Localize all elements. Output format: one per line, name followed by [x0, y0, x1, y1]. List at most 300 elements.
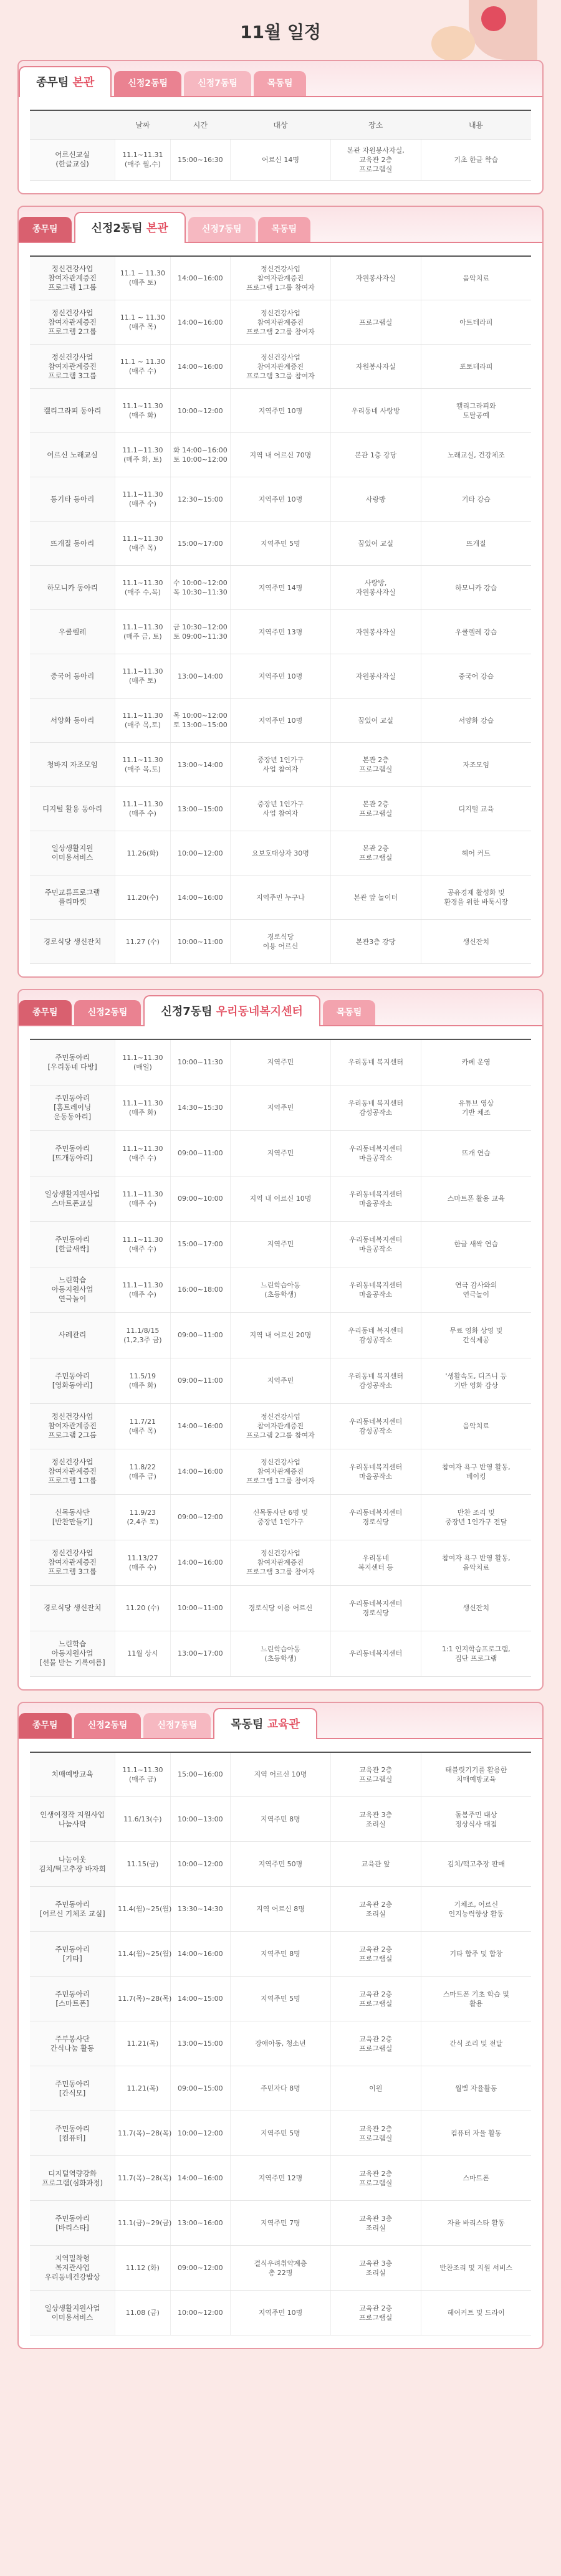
table-cell: 15:00~17:00: [170, 1221, 230, 1267]
table-cell: 화 14:00~16:00 토 10:00~12:00: [170, 433, 230, 477]
table-cell: 지역주민 5명: [231, 522, 331, 566]
team-tab[interactable]: 목동팀: [323, 1000, 376, 1025]
table-cell: 교육관 2층 프로그램실: [330, 2111, 421, 2156]
table-cell: 11.1 ~ 11.30 (매주 목): [115, 300, 170, 345]
table-cell: 뜨개질 동아리: [30, 522, 115, 566]
table-cell: 결식우려취약계층 총 22명: [231, 2246, 331, 2291]
table-cell: 헤어커트 및 드라이: [421, 2291, 531, 2335]
table-cell: 11.1 ~ 11.30 (매주 수): [115, 345, 170, 389]
table-cell: 카페 운영: [421, 1039, 531, 1085]
table-row: [30, 477, 531, 522]
table-cell: 09:00~12:00: [170, 1494, 230, 1540]
schedule-section: [17, 60, 544, 194]
table-row: [30, 566, 531, 610]
table-cell: 정신건강사업 참여자관계증진 프로그램 3그룹: [30, 345, 115, 389]
table-cell: 11.1~11.30 (매주 금, 토): [115, 610, 170, 654]
team-tab[interactable]: [213, 1708, 317, 1739]
table-cell: 교육관 3층 조리실: [330, 2246, 421, 2291]
table-cell: 정신건강사업 참여자관계증진 프로그램 3그룹: [30, 1540, 115, 1585]
table-row: [30, 2156, 531, 2201]
table-cell: 경로식당 생신잔치: [30, 920, 115, 964]
table-cell: 느린학습 아동지원사업 연극놀이: [30, 1267, 115, 1312]
schedule-table: [30, 1752, 531, 2336]
team-tab[interactable]: 종무팀: [19, 1713, 72, 1738]
table-cell: 경로식당 이용 어르신: [231, 1585, 331, 1631]
table-cell: 지역 내 어르신 10명: [231, 1176, 331, 1221]
table-cell: 김치/떡고추장 판매: [421, 1842, 531, 1887]
table-cell: 지역주민 13명: [231, 610, 331, 654]
table-cell: 정신건강사업 참여자관계증진 프로그램 1그룹 참여자: [231, 256, 331, 300]
table-cell: 우쿨렐레: [30, 610, 115, 654]
table-row: [30, 1494, 531, 1540]
table-cell: 14:00~16:00: [170, 300, 230, 345]
table-cell: 09:00~15:00: [170, 2066, 230, 2111]
column-header: [30, 110, 115, 139]
column-header: 시간: [170, 110, 230, 139]
table-cell: 우리동네복지센터 경로식당: [330, 1494, 421, 1540]
table-cell: 교육관 3층 조리실: [330, 1797, 421, 1842]
table-cell: 교육관 3층 조리실: [330, 2201, 421, 2246]
table-cell: 지역주민 7명: [231, 2201, 331, 2246]
table-cell: 프로그램실: [330, 300, 421, 345]
table-cell: 자율 바리스타 활동: [421, 2201, 531, 2246]
table-cell: 경로식당 이용 어르신: [231, 920, 331, 964]
table-cell: 디지털역량강화 프로그램(심화과정): [30, 2156, 115, 2201]
table-cell: 꿈있어 교실: [330, 699, 421, 743]
table-cell: 느린학습아동 (초등학생): [231, 1267, 331, 1312]
table-cell: 정신건강사업 참여자관계증진 프로그램 3그룹 참여자: [231, 345, 331, 389]
table-cell: 사례관리: [30, 1312, 115, 1358]
table-cell: 월별 자율활동: [421, 2066, 531, 2111]
table-cell: 11.1~11.30 (매주 금): [115, 1752, 170, 1797]
table-cell: 목 10:00~12:00 토 13:00~15:00: [170, 699, 230, 743]
table-cell: 13:00~15:00: [170, 787, 230, 831]
table-cell: 우리동네 복지센터 감성공작소: [330, 1358, 421, 1403]
table-cell: 11.20(수): [115, 875, 170, 920]
table-cell: 컴퓨터 자율 활동: [421, 2111, 531, 2156]
table-cell: 중장년 1인가구 사업 참여자: [231, 743, 331, 787]
tab-label: 목동팀: [231, 1717, 267, 1731]
table-row: [30, 1221, 531, 1267]
table-cell: 지역주민 10명: [231, 699, 331, 743]
table-cell: 10:00~13:00: [170, 1797, 230, 1842]
table-cell: 일상생활지원 이미용서비스: [30, 831, 115, 875]
team-tabs: [19, 207, 542, 243]
sections-container: [17, 60, 544, 2349]
team-tabs: [19, 61, 542, 97]
table-cell: 일상생활지원사업 이미용서비스: [30, 2291, 115, 2335]
table-cell: 자원봉사자실: [330, 345, 421, 389]
table-row: [30, 2291, 531, 2335]
table-cell: 14:00~16:00: [170, 1449, 230, 1494]
table-row: [30, 1403, 531, 1449]
table-cell: 지역주민 누구나: [231, 875, 331, 920]
table-row: [30, 1842, 531, 1887]
table-cell: 11.1~11.30 (매주 화, 토): [115, 433, 170, 477]
table-cell: 11.1~11.30 (매주 수): [115, 1267, 170, 1312]
table-cell: 11.08 (금): [115, 2291, 170, 2335]
schedule-table: [30, 255, 531, 965]
table-row: [30, 522, 531, 566]
table-cell: 14:00~16:00: [170, 1403, 230, 1449]
table-cell: 15:00~16:30: [170, 139, 230, 180]
table-row: [30, 2246, 531, 2291]
table-cell: 11.7(목)~28(목): [115, 2111, 170, 2156]
table-cell: 11.1 ~ 11.30 (매주 토): [115, 256, 170, 300]
table-cell: 11.7/21 (매주 목): [115, 1403, 170, 1449]
tab-label: 신정2동팀: [91, 221, 146, 235]
table-cell: 우리동네복지센터 마을공작소: [330, 1267, 421, 1312]
table-row: [30, 1312, 531, 1358]
table-cell: 태블릿기기를 활용한 치매예방교육: [421, 1752, 531, 1797]
table-cell: 13:00~15:00: [170, 2021, 230, 2066]
table-cell: 주민동아리 [영화동아리]: [30, 1358, 115, 1403]
team-tabs: [19, 990, 542, 1026]
table-cell: 우리동네 복지센터 등: [330, 1540, 421, 1585]
table-cell: 우리동네복지센터 마을공작소: [330, 1130, 421, 1176]
team-tab[interactable]: 목동팀: [258, 217, 311, 242]
table-row: [30, 389, 531, 433]
table-row: [30, 1887, 531, 1932]
table-row: [30, 300, 531, 345]
table-cell: 지역주민: [231, 1221, 331, 1267]
table-cell: 반찬 조리 및 중장년 1인가구 전달: [421, 1494, 531, 1540]
team-tab[interactable]: [143, 995, 320, 1026]
table-cell: 09:00~12:00: [170, 2246, 230, 2291]
table-cell: 11.1~11.30 (매주 목): [115, 522, 170, 566]
table-cell: 노래교실, 건강체조: [421, 433, 531, 477]
table-cell: 금 10:30~12:00 토 09:00~11:30: [170, 610, 230, 654]
table-row: [30, 2066, 531, 2111]
table-cell: 16:00~18:00: [170, 1267, 230, 1312]
table-cell: 우리동네복지센터 감성공작소: [330, 1403, 421, 1449]
table-row: [30, 1267, 531, 1312]
table-cell: 간식 조리 및 전달: [421, 2021, 531, 2066]
table-cell: 지역주민: [231, 1085, 331, 1130]
table-cell: '생활속도, 디즈니 등 기반 영화 감상: [421, 1358, 531, 1403]
table-cell: 15:00~17:00: [170, 522, 230, 566]
team-tab[interactable]: 신정7동팀: [184, 71, 251, 96]
table-cell: 11.1~11.30 (매주 목,토): [115, 743, 170, 787]
table-cell: 09:00~11:00: [170, 1312, 230, 1358]
table-cell: 본관 2층 프로그램실: [330, 831, 421, 875]
table-cell: 교육관 2층 프로그램실: [330, 1932, 421, 1977]
table-cell: 주민동아리 [스마트폰]: [30, 1977, 115, 2021]
table-cell: 14:00~16:00: [170, 2156, 230, 2201]
table-cell: 정신건강사업 참여자관계증진 프로그램 2그룹 참여자: [231, 300, 331, 345]
table-cell: 디지털 교육: [421, 787, 531, 831]
table-cell: 유튜브 영상 기반 체조: [421, 1085, 531, 1130]
schedule-section: [17, 206, 544, 978]
table-cell: 지역주민 8명: [231, 1932, 331, 1977]
table-cell: 우리동네복지센터 경로식당: [330, 1585, 421, 1631]
table-cell: 본관 자원봉사자실, 교육관 2층 프로그램실: [330, 139, 421, 180]
table-cell: 스마트폰: [421, 2156, 531, 2201]
table-row: [30, 1358, 531, 1403]
table-cell: 지역주민 10명: [231, 477, 331, 522]
table-cell: 지역주민 14명: [231, 566, 331, 610]
table-cell: 우리동네복지센터 마을공작소: [330, 1449, 421, 1494]
table-cell: 자원봉사자실: [330, 654, 421, 699]
table-cell: 자원봉사자실: [330, 610, 421, 654]
table-row: [30, 610, 531, 654]
table-cell: 주민동아리 [바리스타]: [30, 2201, 115, 2246]
table-row: [30, 1797, 531, 1842]
table-cell: 11.1~11.30 (매주 수): [115, 477, 170, 522]
table-cell: 본관 앞 놀이터: [330, 875, 421, 920]
table-cell: 한글 새싹 연습: [421, 1221, 531, 1267]
tab-label-highlight: 우리동네복지센터: [216, 1005, 303, 1018]
table-cell: 뜨개 연습: [421, 1130, 531, 1176]
table-cell: 11.8/22 (매주 금): [115, 1449, 170, 1494]
table-cell: 14:30~15:30: [170, 1085, 230, 1130]
table-cell: 본관 2층 프로그램실: [330, 787, 421, 831]
column-header: 내용: [421, 110, 531, 139]
table-cell: 주민동아리 [기타]: [30, 1932, 115, 1977]
team-tab[interactable]: 목동팀: [254, 71, 307, 96]
column-header: 장소: [330, 110, 421, 139]
table-cell: 주민동아리 [홈트레이닝 운동동아리]: [30, 1085, 115, 1130]
team-tab[interactable]: 신정2동팀: [114, 71, 181, 96]
table-cell: 우리동네 복지센터 감성공작소: [330, 1085, 421, 1130]
team-tab[interactable]: 종무팀: [19, 1000, 72, 1025]
table-cell: 11.1~11.30 (매주 수,목): [115, 566, 170, 610]
table-cell: 우쿨렐레 강습: [421, 610, 531, 654]
table-row: [30, 743, 531, 787]
table-row: [30, 1977, 531, 2021]
table-cell: 11.21(목): [115, 2066, 170, 2111]
table-row: [30, 787, 531, 831]
table-cell: 생신잔치: [421, 1585, 531, 1631]
table-cell: 주민동아리 [뜨개동아리]: [30, 1130, 115, 1176]
table-cell: 11.1~11.30 (매주 토): [115, 654, 170, 699]
table-cell: 서양화 동아리: [30, 699, 115, 743]
table-cell: 11.1~11.30 (매주 수): [115, 1130, 170, 1176]
table-cell: 우리동네복지센터 마을공작소: [330, 1221, 421, 1267]
table-row: [30, 1039, 531, 1085]
table-cell: 1:1 인지학습프로그램, 집단 프로그램: [421, 1631, 531, 1676]
table-cell: 어르신교실 (한글교실): [30, 139, 115, 180]
table-cell: 주민교류프로그램 플리마켓: [30, 875, 115, 920]
table-cell: 우리동네복지센터 마을공작소: [330, 1176, 421, 1221]
table-cell: 11.7(목)~28(목): [115, 1977, 170, 2021]
table-cell: 지역주민 10명: [231, 2291, 331, 2335]
table-cell: 사랑방, 자원봉사자실: [330, 566, 421, 610]
table-cell: 우리동네복지센터: [330, 1631, 421, 1676]
table-cell: 11.15(금): [115, 1842, 170, 1887]
team-tab[interactable]: 신정2동팀: [74, 1713, 141, 1738]
table-row: [30, 875, 531, 920]
table-cell: 기타 강습: [421, 477, 531, 522]
table-row: [30, 1449, 531, 1494]
table-cell: 중국어 강습: [421, 654, 531, 699]
table-cell: 11.6/13(수): [115, 1797, 170, 1842]
table-cell: 교육관 앞: [330, 1842, 421, 1887]
table-cell: 교육관 2층 조리실: [330, 1887, 421, 1932]
table-cell: 11.4(월)~25(월): [115, 1887, 170, 1932]
table-cell: 교육관 2층 프로그램실: [330, 2021, 421, 2066]
table-cell: 주민자다 8명: [231, 2066, 331, 2111]
table-cell: 헤어 커트: [421, 831, 531, 875]
table-cell: 지역주민 12명: [231, 2156, 331, 2201]
table-cell: 정신건강사업 참여자관계증진 프로그램 2그룹 참여자: [231, 1403, 331, 1449]
table-cell: 정신건강사업 참여자관계증진 프로그램 1그룹: [30, 1449, 115, 1494]
table-cell: 11.7(목)~28(목): [115, 2156, 170, 2201]
table-cell: 11.1~11.30 (매주 수): [115, 787, 170, 831]
table-cell: 11.1~11.31 (매주 월,수): [115, 139, 170, 180]
table-cell: 사랑방: [330, 477, 421, 522]
table-cell: 11.1/8/15 (1,2,3주 금): [115, 1312, 170, 1358]
table-cell: 10:00~12:00: [170, 2291, 230, 2335]
table-row: [30, 831, 531, 875]
table-cell: 지역 어르신 10명: [231, 1752, 331, 1797]
table-cell: 10:00~12:00: [170, 831, 230, 875]
table-cell: 13:00~17:00: [170, 1631, 230, 1676]
table-cell: 포토테라피: [421, 345, 531, 389]
table-cell: 교육관 2층 프로그램실: [330, 2291, 421, 2335]
table-cell: 09:00~11:00: [170, 1358, 230, 1403]
table-cell: 11.1~11.30 (매일): [115, 1039, 170, 1085]
team-tab[interactable]: [19, 66, 112, 97]
table-cell: 인생여정작 지원사업 나눔사탁: [30, 1797, 115, 1842]
table-row: [30, 1540, 531, 1585]
table-cell: 10:00~12:00: [170, 2111, 230, 2156]
table-row: [30, 654, 531, 699]
table-cell: 하모니카 동아리: [30, 566, 115, 610]
table-cell: 뜨개질: [421, 522, 531, 566]
table-cell: 11.20 (수): [115, 1585, 170, 1631]
table-cell: 지역주민: [231, 1130, 331, 1176]
table-cell: 10:00~12:00: [170, 389, 230, 433]
team-tab[interactable]: 신정2동팀: [74, 1000, 141, 1025]
table-cell: 11.1~11.30 (매주 화): [115, 389, 170, 433]
table-cell: 지역밀착형 복지관사업 우리동네건강밥상: [30, 2246, 115, 2291]
team-tab[interactable]: 신정7동팀: [143, 1713, 211, 1738]
column-header: 날짜: [115, 110, 170, 139]
table-cell: 주민동아리 [한글새싹]: [30, 1221, 115, 1267]
table-row: [30, 2111, 531, 2156]
table-cell: 본관3층 강당: [330, 920, 421, 964]
table-cell: 11.1(금)~29(금): [115, 2201, 170, 2246]
table-cell: 11.9/23 (2,4주 토): [115, 1494, 170, 1540]
table-cell: 기체조, 어르신 인지능력향상 활동: [421, 1887, 531, 1932]
table-cell: 10:00~11:30: [170, 1039, 230, 1085]
tab-label-highlight: 교육관: [267, 1717, 300, 1731]
table-cell: 11.26(화): [115, 831, 170, 875]
table-cell: 지역 내 어르신 20명: [231, 1312, 331, 1358]
table-cell: 꿈있어 교실: [330, 522, 421, 566]
table-cell: 14:00~16:00: [170, 345, 230, 389]
table-cell: 통기타 동아리: [30, 477, 115, 522]
table-cell: 11.5/19 (매주 화): [115, 1358, 170, 1403]
table-cell: 09:00~10:00: [170, 1176, 230, 1221]
table-row: [30, 1585, 531, 1631]
table-row: [30, 139, 531, 180]
table-cell: 음악치료: [421, 256, 531, 300]
schedule-section: [17, 1702, 544, 2350]
table-cell: 14:00~16:00: [170, 1932, 230, 1977]
table-cell: 14:00~16:00: [170, 256, 230, 300]
tab-label: 신정7동팀: [161, 1005, 216, 1018]
table-cell: 생신잔치: [421, 920, 531, 964]
table-cell: 디지털 활용 동아리: [30, 787, 115, 831]
team-tab[interactable]: 종무팀: [19, 217, 72, 242]
table-cell: 우리동네 복지센터: [330, 1039, 421, 1085]
table-cell: 교육관 2층 프로그램실: [330, 2156, 421, 2201]
table-cell: 11.1~11.30 (매주 화): [115, 1085, 170, 1130]
page-title: 11월 일정: [240, 22, 321, 42]
table-cell: 신목동사단 6명 및 중장년 1인가구: [231, 1494, 331, 1540]
table-cell: 연극 감사와의 연극놀이: [421, 1267, 531, 1312]
table-cell: 경로식당 생신잔치: [30, 1585, 115, 1631]
table-cell: 우리동네 사랑방: [330, 389, 421, 433]
table-row: [30, 2201, 531, 2246]
table-cell: 지역주민 10명: [231, 389, 331, 433]
table-cell: 주민동아리 [우리동네 다방]: [30, 1039, 115, 1085]
table-cell: 정신건강사업 참여자관계증진 프로그램 1그룹: [30, 256, 115, 300]
team-tab[interactable]: 신정7동팀: [188, 217, 256, 242]
team-tab[interactable]: [74, 212, 186, 243]
table-row: [30, 1631, 531, 1676]
table-cell: 장애아동, 청소년: [231, 2021, 331, 2066]
table-cell: 스마트폰 활용 교육: [421, 1176, 531, 1221]
table-cell: 수 10:00~12:00 목 10:30~11:30: [170, 566, 230, 610]
table-cell: 12:30~15:00: [170, 477, 230, 522]
table-cell: 일상생활지원사업 스마트폰교실: [30, 1176, 115, 1221]
table-cell: 어르신 노래교실: [30, 433, 115, 477]
table-cell: 11.27 (수): [115, 920, 170, 964]
table-cell: 지역 어르신 8명: [231, 1887, 331, 1932]
table-cell: 기타 합주 및 합창: [421, 1932, 531, 1977]
table-cell: 11월 상시: [115, 1631, 170, 1676]
table-cell: 주민동아리 [간식모]: [30, 2066, 115, 2111]
table-cell: 반찬조리 및 지원 서비스: [421, 2246, 531, 2291]
table-cell: 11.1~11.30 (매주 수): [115, 1176, 170, 1221]
schedule-section: [17, 989, 544, 1691]
tab-label-highlight: 본관: [146, 221, 168, 235]
tab-label: 종무팀: [36, 76, 73, 89]
table-cell: 자원봉사자실: [330, 256, 421, 300]
schedule-table: [30, 110, 531, 181]
table-cell: 청바지 자조모임: [30, 743, 115, 787]
table-row: [30, 433, 531, 477]
table-cell: 자조모임: [421, 743, 531, 787]
table-cell: 참여자 욕구 반영 활동, 음악치료: [421, 1540, 531, 1585]
table-cell: 14:00~16:00: [170, 875, 230, 920]
schedule-table: [30, 1039, 531, 1677]
table-cell: 지역주민 10명: [231, 654, 331, 699]
table-row: [30, 256, 531, 300]
table-cell: 11.21(목): [115, 2021, 170, 2066]
table-cell: 정신건강사업 참여자관계증진 프로그램 3그룹 참여자: [231, 1540, 331, 1585]
table-row: [30, 1176, 531, 1221]
table-cell: 어르신 14명: [231, 139, 331, 180]
table-cell: 지역 내 어르신 70명: [231, 433, 331, 477]
table-cell: 14:00~16:00: [170, 1540, 230, 1585]
table-row: [30, 1932, 531, 1977]
column-header: 대상: [231, 110, 331, 139]
table-cell: 하모니카 강습: [421, 566, 531, 610]
table-cell: 돌봄주민 대상 정상식사 대접: [421, 1797, 531, 1842]
table-cell: 11.4(월)~25(월): [115, 1932, 170, 1977]
table-cell: 정신건강사업 참여자관계증진 프로그램 1그룹 참여자: [231, 1449, 331, 1494]
table-cell: 11.13/27 (매주 수): [115, 1540, 170, 1585]
table-cell: 14:00~15:00: [170, 1977, 230, 2021]
table-cell: 캘리그라피 동아리: [30, 389, 115, 433]
table-cell: 15:00~16:00: [170, 1752, 230, 1797]
table-cell: 11.1~11.30 (매주 수): [115, 1221, 170, 1267]
table-cell: 참여자 욕구 반영 활동, 베이킹: [421, 1449, 531, 1494]
